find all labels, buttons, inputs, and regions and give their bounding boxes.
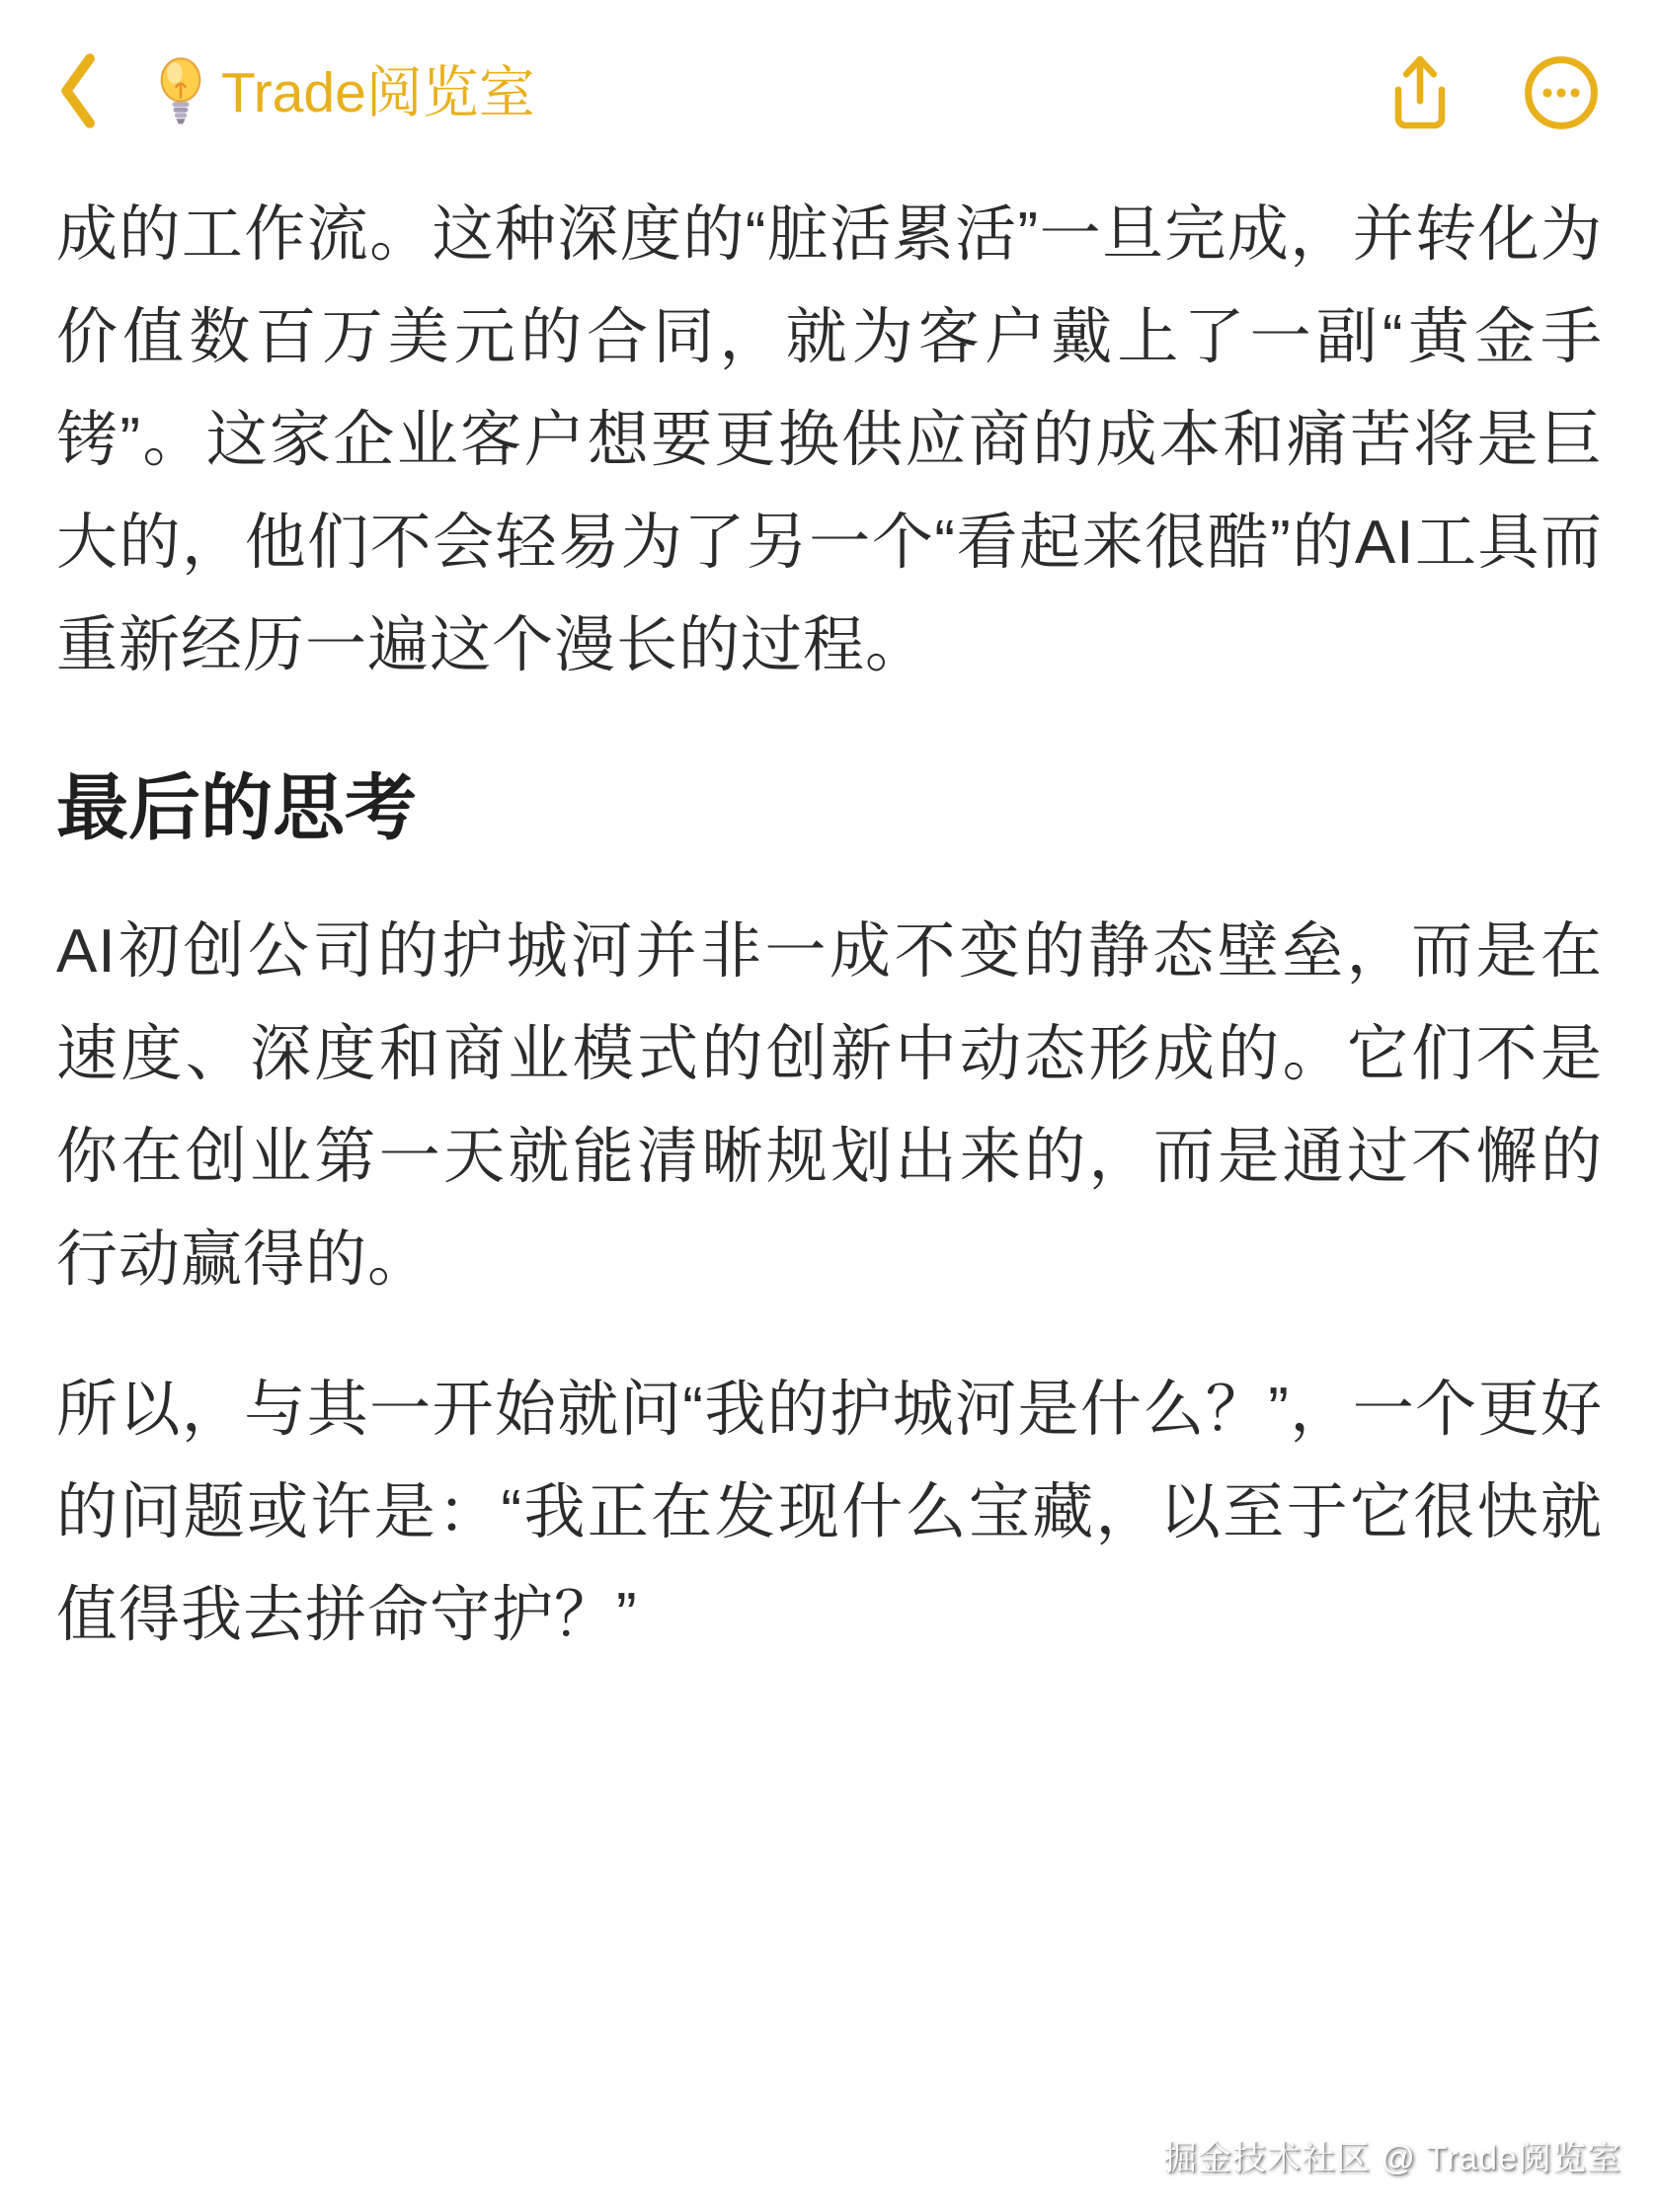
paragraph-better-question: 所以，与其一开始就问“我的护城河是什么？”，一个更好的问题或许是：“我正在发现什么宝藏，以至于它很快就值得我去拼命守护？”: [56, 1376, 1603, 1649]
note-content: [56, 184, 1603, 1714]
more-options-button[interactable]: [1521, 52, 1602, 133]
watermark-text: 掘金技术社区 @ Trade阅览室: [1163, 2140, 1621, 2177]
chevron-left-icon: [57, 51, 101, 135]
header-actions: [1382, 49, 1602, 136]
paragraph-moat-dynamic: AI初创公司的护城河并非一成不变的静态壁垒，而是在速度、深度和商业模式的创新中动态形成的。它们不是你在创业第一天就能清晰规划出来的，而是通过不懈的行动赢得的。: [56, 917, 1603, 1294]
section-heading-final-thoughts: 最后的思考: [56, 768, 417, 848]
note-title-group: [152, 56, 535, 129]
header-bar: [57, 45, 1602, 140]
note-title: Trade阅览室: [221, 60, 535, 124]
share-button[interactable]: [1382, 49, 1458, 136]
back-button[interactable]: [57, 51, 109, 134]
lightbulb-emoji-icon: [152, 56, 209, 129]
paragraph-workflow-lockin: 成的工作流。这种深度的“脏活累活”一旦完成，并转化为价值数百万美元的合同，就为客户戴上了一副“黄金手铐”。这家企业客户想要更换供应商的成本和痛苦将是巨大的，他们不会轻易为了另一个“看起来很酷”的AI工具而重新经历一遍这个漫长的过程。: [56, 200, 1603, 679]
